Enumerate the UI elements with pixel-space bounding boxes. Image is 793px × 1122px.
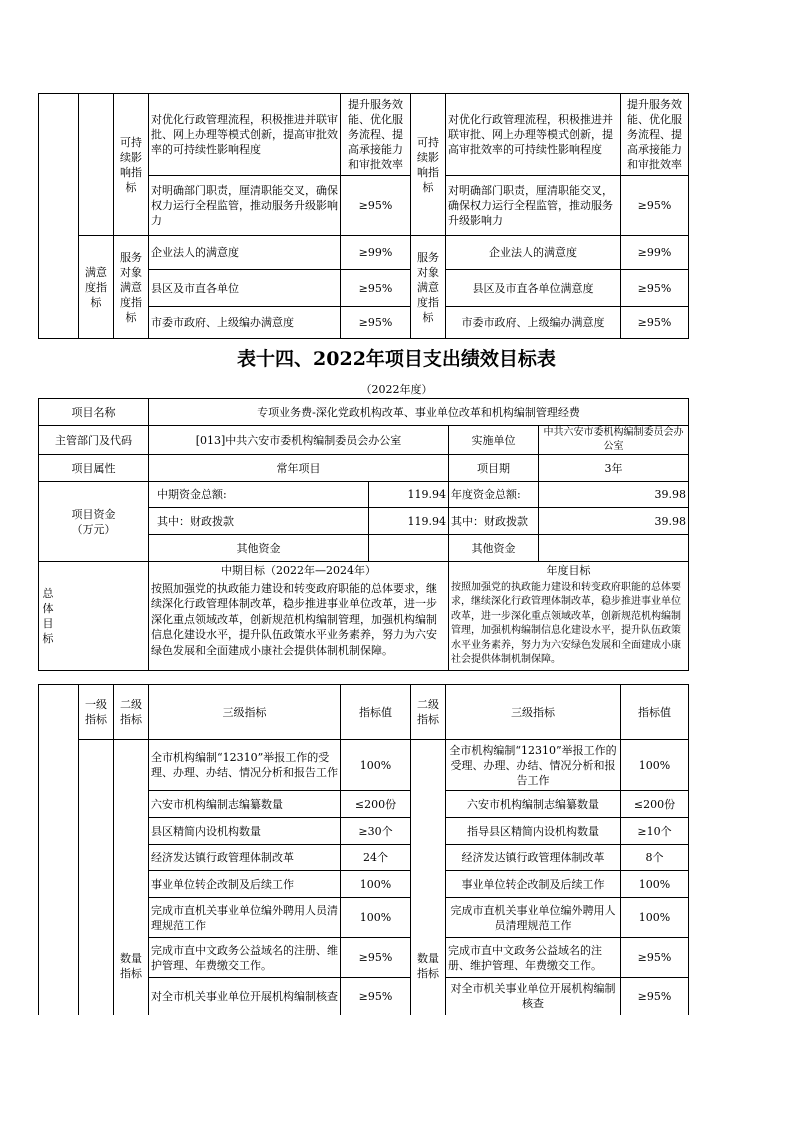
indicator-left-value-8: ≥95% <box>341 978 411 1015</box>
indicator-right-2: 六安市机构编制志编纂数量 <box>446 791 621 818</box>
fiscal-year: （2022年度） <box>360 383 433 396</box>
indicator-right-value-6: 100% <box>621 898 689 938</box>
indicator-left-1: 全市机构编制“12310”举报工作的受理、办理、办结、情况分析和报告工作 <box>149 740 341 791</box>
indicator-left-value-4: 24个 <box>341 845 411 871</box>
year-goal-text: 按照加强党的执政能力建设和转变政府职能的总体要求，继续深化行政管理体制改革，稳步推进事业单位改革，进一步深化重点领域改革，创新规范机构编制管理，加强机构编制信息化建设水平，提升队伍政策水平业务素养，努力为六安绿色发展和全面建成小康社会提供体制机制保障。 <box>449 579 689 671</box>
impl-label: 实施单位 <box>449 426 539 455</box>
indicator-right-value-8: ≥95% <box>621 978 689 1015</box>
indicator-right-5: 事业单位转企改制及后续工作 <box>446 871 621 898</box>
left-satisfaction-text-2: 县区及市直各单位 <box>149 270 341 307</box>
indicator-right-value-2: ≤200份 <box>621 791 689 818</box>
mid-other-value <box>369 535 449 562</box>
dept-value: [013]中共六安市委机构编制委员会办公室 <box>149 426 449 455</box>
quantity-label-right-text: 数量指标 <box>417 951 439 980</box>
indicator-right-4: 经济发达镇行政管理体制改革 <box>446 845 621 871</box>
indicator-right-1: 全市机构编制“12310”举报工作的受理、办理、办结、情况分析和报告工作 <box>446 740 621 791</box>
goals-label: 总体目标 <box>42 587 54 645</box>
indicator-right-value-7: ≥95% <box>621 938 689 978</box>
header-level2: 二级指标 <box>114 685 149 740</box>
right-sustain-text-2: 对明确部门职责，厘清职能交叉，确保权力运行全程监管，推动服务升级影响力 <box>446 176 621 236</box>
right-satisfaction-value-3: ≥95% <box>621 307 689 339</box>
period-value: 3年 <box>539 455 689 482</box>
mid-goal-label: 中期目标（2022年—2024年） <box>149 562 449 579</box>
project-name-label: 项目名称 <box>39 399 149 426</box>
indicator-right-6: 完成市直机关事业单位编外聘用人员清理规范工作 <box>446 898 621 938</box>
indicator-table <box>38 684 689 1015</box>
left-border-cell <box>39 236 79 339</box>
year-total-label: 年度资金总额: <box>449 482 539 508</box>
indicator-left-2: 六安市机构编制志编纂数量 <box>149 791 341 818</box>
level1-cell-empty-2 <box>79 94 114 236</box>
page-title: 表十四、2022年项目支出绩效目标表 <box>237 348 556 370</box>
right-satisfaction-text-2: 县区及市直各单位满意度 <box>446 270 621 307</box>
quantity-label-right <box>411 740 446 1015</box>
mid-other-label: 其他资金 <box>149 535 369 562</box>
mid-fiscal-label: 其中：财政拨款 <box>149 508 369 535</box>
attr-label: 项目属性 <box>39 455 149 482</box>
level1-output-cell <box>79 740 114 1015</box>
indicator-left-7: 完成市直中文政务公益域名的注册、维护管理、年费缴交工作。 <box>149 938 341 978</box>
left-sustain-value-2: ≥95% <box>341 176 411 236</box>
header-value-right: 指标值 <box>621 685 689 740</box>
fund-label <box>39 482 149 562</box>
level1-cell-empty <box>39 94 79 236</box>
right-sustain-value-1: 提升服务效能、优化服务流程、提高承接能力和审批效率 <box>621 94 689 176</box>
indicator-blank-cell <box>39 685 79 1015</box>
right-satisfaction-value-1: ≥99% <box>621 236 689 270</box>
right-satisfaction-text-3: 市委市政府、上级编办满意度 <box>446 307 621 339</box>
left-satisfaction-level2: 服务对象满意度指标 <box>114 236 149 339</box>
indicator-right-8: 对全市机关事业单位开展机构编制核查 <box>446 978 621 1015</box>
indicator-left-6: 完成市直机关事业单位编外聘用人员清理规范工作 <box>149 898 341 938</box>
period-label: 项目期 <box>449 455 539 482</box>
indicator-left-value-2: ≤200份 <box>341 791 411 818</box>
left-sustain-text-1: 对优化行政管理流程，积极推进并联审批、网上办理等模式创新，提高审批效率的可持续性影响程度 <box>149 94 341 176</box>
right-satisfaction-level2: 服务对象满意度指标 <box>411 236 446 339</box>
right-sustain-text-1: 对优化行政管理流程，积极推进并联审批、网上办理等模式创新，提高审批效率的可持续性影响程度 <box>446 94 621 176</box>
mid-total-label: 中期资金总额: <box>149 482 369 508</box>
indicator-left-3: 县区精简内设机构数量 <box>149 818 341 845</box>
year-goal-label: 年度目标 <box>449 562 689 579</box>
goals-label-cell <box>39 562 149 671</box>
indicator-left-value-7: ≥95% <box>341 938 411 978</box>
mid-total-value: 119.94 <box>369 482 449 508</box>
right-sustain-label: 可持续影响指标 <box>411 94 446 236</box>
indicator-table-continued <box>38 93 689 339</box>
indicator-left-value-1: 100% <box>341 740 411 791</box>
header-level2-right: 二级指标 <box>411 685 446 740</box>
indicator-right-value-4: 8个 <box>621 845 689 871</box>
dept-label: 主管部门及代码 <box>39 426 149 455</box>
left-satisfaction-value-2: ≥95% <box>341 270 411 307</box>
header-value: 指标值 <box>341 685 411 740</box>
header-level1: 一级指标 <box>79 685 114 740</box>
left-satisfaction-value-3: ≥95% <box>341 307 411 339</box>
left-satisfaction-text-1: 企业法人的满意度 <box>149 236 341 270</box>
indicator-left-4: 经济发达镇行政管理体制改革 <box>149 845 341 871</box>
right-satisfaction-value-2: ≥95% <box>621 270 689 307</box>
left-satisfaction-text-3: 市委市政府、上级编办满意度 <box>149 307 341 339</box>
indicator-left-value-3: ≥30个 <box>341 818 411 845</box>
right-sustain-value-2: ≥95% <box>621 176 689 236</box>
year-fiscal-value: 39.98 <box>539 508 689 535</box>
indicator-left-5: 事业单位转企改制及后续工作 <box>149 871 341 898</box>
left-sustain-label: 可持续影响指标 <box>114 94 149 236</box>
indicator-right-7: 完成市直中文政务公益域名的注册、维护管理、年费缴交工作。 <box>446 938 621 978</box>
year-total-value: 39.98 <box>539 482 689 508</box>
indicator-right-value-1: 100% <box>621 740 689 791</box>
indicator-left-value-6: 100% <box>341 898 411 938</box>
project-info-table <box>38 398 689 671</box>
indicator-left-value-5: 100% <box>341 871 411 898</box>
quantity-label-left <box>114 740 149 1015</box>
fund-label-line1: 项目资金 <box>71 507 116 521</box>
left-sustain-text-2: 对明确部门职责，厘清职能交叉，确保权力运行全程监管，推动服务升级影响力 <box>149 176 341 236</box>
header-level3-right: 三级指标 <box>446 685 621 740</box>
right-satisfaction-text-1: 企业法人的满意度 <box>446 236 621 270</box>
indicator-left-8: 对全市机关事业单位开展机构编制核查 <box>149 978 341 1015</box>
impl-value: 中共六安市委机构编制委员会办公室 <box>539 426 689 455</box>
left-satisfaction-value-1: ≥99% <box>341 236 411 270</box>
mid-fiscal-value: 119.94 <box>369 508 449 535</box>
mid-goal-text: 按照加强党的执政能力建设和转变政府职能的总体要求，继续深化行政管理体制改革，稳步推进事业单位改革，进一步深化重点领域改革，创新规范机构编制管理，加强机构编制信息化建设水平，提升队伍政策水平业务素养，努力为六安绿色发展和全面建成小康社会提供体制机制保障。 <box>149 579 449 671</box>
year-fiscal-label: 其中：财政拨款 <box>449 508 539 535</box>
indicator-right-3: 指导县区精简内设机构数量 <box>446 818 621 845</box>
quantity-label-left-text: 数量指标 <box>120 951 142 980</box>
project-name-value: 专项业务费-深化党政机构改革、事业单位改革和机构编制管理经费 <box>149 399 689 426</box>
satisfaction-level1: 满意度指标 <box>79 236 114 339</box>
year-other-label: 其他资金 <box>449 535 539 562</box>
year-other-value <box>539 535 689 562</box>
attr-value: 常年项目 <box>149 455 449 482</box>
fund-label-line2: （万元） <box>71 522 116 536</box>
indicator-right-value-3: ≥10个 <box>621 818 689 845</box>
left-sustain-value-1: 提升服务效能、优化服务流程、提高承接能力和审批效率 <box>341 94 411 176</box>
indicator-right-value-5: 100% <box>621 871 689 898</box>
header-level3: 三级指标 <box>149 685 341 740</box>
